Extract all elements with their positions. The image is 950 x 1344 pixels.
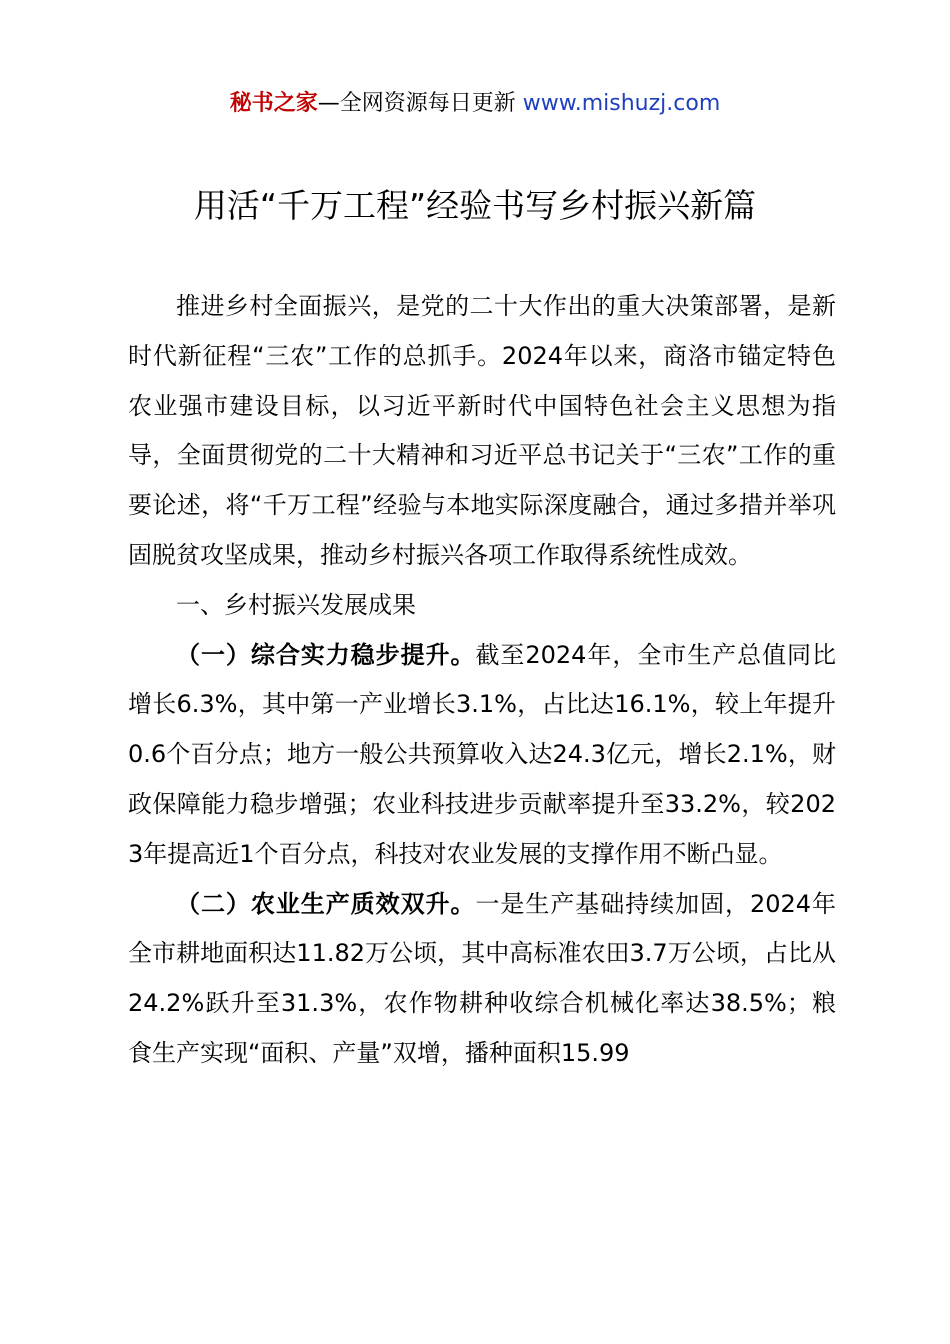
site-brand: 秘书之家 [229,91,318,116]
site-url-link[interactable]: www.mishuzj.com [515,91,721,116]
subsection-2-lead: （二）农业生产质效双升。 [176,889,476,918]
subsection-1-text: 截至2024年，全市生产总值同比增长6.3%，其中第一产业增长3.1%，占比达16.1%，较上年提升0.6个百分点；地方一般公共预算收入达24.3亿元，增长2.1%，财政保障能力稳步增强；农业科技进步贡献率提升至33.2%，较2023年提高近1个百分点，科技对农业发展的支撑作用不断凸显。 [128,640,837,868]
site-slogan: —全网资源每日更新 [317,91,516,116]
subsection-2-paragraph [128,880,836,1079]
subsection-1-lead: （一）综合实力稳步提升。 [176,640,476,669]
document-body [128,282,836,1079]
section-heading: 一、乡村振兴发展成果 [176,590,416,619]
document-title: 用活“千万工程”经验书写乡村振兴新篇 [193,186,757,225]
subsection-1-paragraph [128,631,836,880]
intro-paragraph: 推进乡村全面振兴，是党的二十大作出的重大决策部署，是新时代新征程“三农”工作的总抓手。2024年以来，商洛市锚定特色农业强市建设目标，以习近平新时代中国特色社会主义思想为指导，全面贯彻党的二十大精神和习近平总书记关于“三农”工作的重要论述，将“千万工程”经验与本地实际深度融合，通过多措并举巩固脱贫攻坚成果，推动乡村振兴各项工作取得系统性成效。 [128,292,836,569]
site-header [0,86,950,122]
subsection-2-text: 一是生产基础持续加固，2024年全市耕地面积达11.82万公顷，其中高标准农田3.7万公顷，占比从24.2%跃升至31.3%，农作物耕种收综合机械化率达38.5%；粮食生产实现“面积、产量”双增，播种面积15.99 [128,889,837,1067]
